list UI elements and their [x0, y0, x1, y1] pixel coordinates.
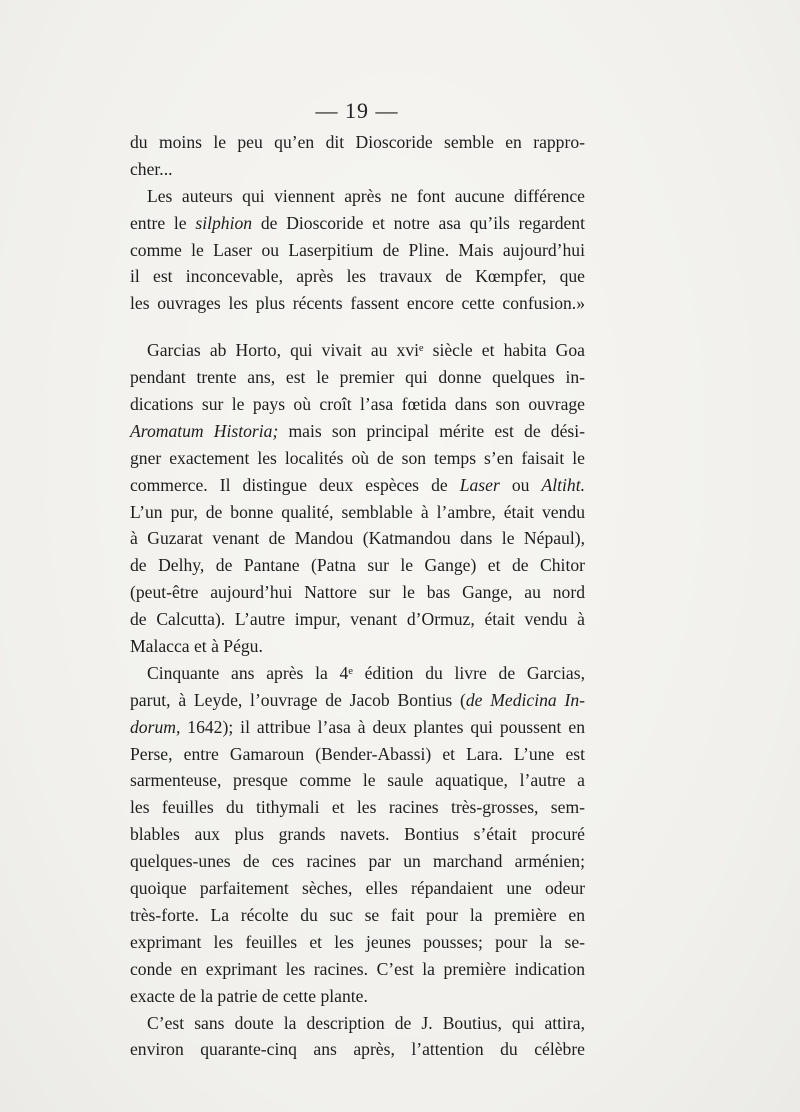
text-line	[130, 714, 585, 741]
text-line: les feuilles du tithymali et les racines très-grosses, sem-	[130, 797, 585, 818]
text-line: exacte de la patrie de cette plante.	[130, 985, 368, 1006]
text-line: Garcias ab Horto, qui vivait au xviᵉ siècle et habita Goa	[147, 340, 585, 361]
italic-text: silphion	[195, 212, 253, 233]
text-line	[130, 472, 585, 499]
text-line	[130, 210, 585, 237]
text-line: Malacca et à Pégu.	[130, 636, 263, 657]
body-text	[130, 129, 585, 1063]
text-line: comme le Laser ou Laserpitium de Pline. Mais aujourd’hui	[130, 239, 585, 260]
italic-text: Altiht.	[541, 474, 585, 495]
text-line: dications sur le pays où croît l’asa fœtida dans son ouvrage	[130, 394, 585, 415]
text-line: quoique parfaitement sèches, elles répandaient une odeur	[130, 878, 585, 899]
text-line: de Delhy, de Pantane (Patna sur le Gange) et de Chitor	[130, 555, 585, 576]
text-line: exprimant les feuilles et les jeunes pousses; pour la se-	[130, 931, 585, 952]
text-line: L’un pur, de bonne qualité, semblable à l’ambre, était vendu	[130, 501, 585, 522]
text-run: commerce. Il distingue deux espèces de	[130, 474, 460, 495]
text-line: sarmenteuse, presque comme le saule aquatique, l’autre a	[130, 770, 585, 791]
text-line: les ouvrages les plus récents fassent encore cette confusion.»	[130, 293, 585, 314]
text-line: C’est sans doute la description de J. Boutius, qui attira,	[147, 1012, 585, 1033]
text-line: quelques-unes de ces racines par un marchand arménien;	[130, 851, 585, 872]
text-line: conde en exprimant les racines. C’est la première indication	[130, 958, 585, 979]
italic-text: dorum,	[130, 716, 181, 737]
text-run: entre le	[130, 212, 196, 233]
text-line: (peut-être aujourd’hui Nattore sur le bas Gange, au nord	[130, 582, 585, 603]
italic-text: de Medicina In-	[465, 689, 586, 710]
text-line: il est inconcevable, après les travaux de Kœmpfer, que	[130, 266, 585, 287]
text-line: cher...	[130, 158, 173, 179]
text-line: Les auteurs qui viennent après ne font aucune différence	[147, 185, 585, 206]
text-line: environ quarante-cinq ans après, l’attention du célèbre	[130, 1039, 585, 1060]
page-number: — 19 —	[315, 98, 399, 123]
text-run: 1642); il attribue l’asa à deux plantes qui poussent en	[180, 716, 585, 737]
text-line	[130, 687, 585, 714]
text-line: blables aux plus grands navets. Bontius s’était procuré	[130, 824, 585, 845]
italic-text: Aromatum Historia;	[130, 420, 279, 441]
text-run: ou	[499, 474, 542, 495]
text-run: de Dioscoride et notre asa qu’ils regardent	[252, 212, 585, 233]
text-line: du moins le peu qu’en dit Dioscoride semble en rappro-	[130, 132, 585, 152]
text-line	[130, 418, 585, 445]
text-run: parut, à Leyde, l’ouvrage de Jacob Bontius (	[130, 689, 466, 710]
paragraph-gap	[130, 317, 585, 337]
text-line: très-forte. La récolte du suc se fait pour la première en	[130, 904, 585, 925]
italic-text: Laser	[459, 474, 500, 495]
text-line: pendant trente ans, est le premier qui donne quelques in-	[130, 367, 585, 388]
text-run: mais son principal mérite est de dési-	[278, 420, 586, 441]
text-line: Perse, entre Gamaroun (Bender-Abassi) et Lara. L’une est	[130, 743, 585, 764]
text-line: gner exactement les localités où de son temps s’en faisait le	[130, 447, 585, 468]
text-line: Cinquante ans après la 4ᵉ édition du livre de Garcias,	[147, 662, 585, 683]
text-line: à Guzarat venant de Mandou (Katmandou dans le Népaul),	[130, 528, 585, 549]
text-line: de Calcutta). L’autre impur, venant d’Ormuz, était vendu à	[130, 609, 585, 630]
